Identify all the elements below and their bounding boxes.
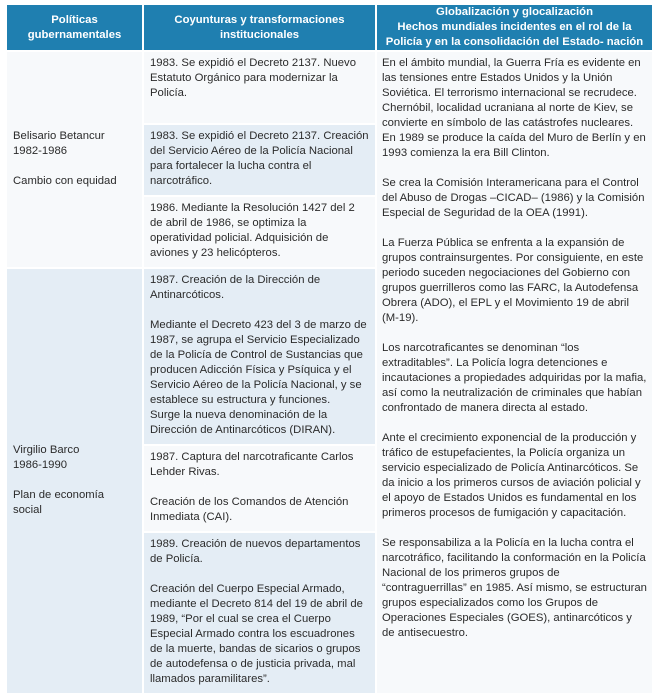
header-globalizacion	[377, 5, 652, 50]
institutional-cell	[144, 533, 375, 693]
global-text: En el ámbito mundial, la Guerra Fría es evidente en las tensiones entre Estados Unidos y la Unión Soviética. El terrorismo internacional se recrudece. Chernóbil, localidad ucraniana al norte de Kiev, se convierte en símbolo de las catástrofes nucleares. En 1989 se produce la caída del Muro de Berlín y en 1993 comienza la era Bill Clinton.	[382, 57, 646, 159]
government-period: 1986-1990	[13, 458, 68, 471]
header-politicas	[7, 5, 142, 50]
government-plan: Plan de economía social	[13, 488, 105, 516]
institutional-cell	[144, 52, 375, 123]
government-period: 1982-1986	[13, 144, 68, 157]
global-events-cell	[377, 52, 652, 693]
government-name: Belisario Betancur	[13, 129, 105, 142]
header-sublabel: Hechos mundiales incidentes en el rol de la Policía y en la consolidación del Estado- nación	[385, 21, 644, 48]
institutional-cell	[144, 125, 375, 195]
government-barco	[7, 269, 142, 693]
institutional-text: Creación de los Comandos de Atención Inmediata (CAI).	[150, 496, 349, 523]
institutional-text: Creación del Cuerpo Especial Armado, mediante el Decreto 814 del 19 de abril de 1989, “Por el cual se crea el Cuerpo Especial Armado contra los escuadrones de la muerte, bandas de sicarios o grupos de autodefensa o de justicia privada, mal llamados paramilitares”.	[150, 583, 363, 685]
institutional-cell	[144, 269, 375, 444]
institutional-text: 1987. Captura del narcotraficante Carlos Lehder Rivas.	[150, 451, 354, 478]
header-label: Globalización y glocalización	[436, 6, 593, 18]
government-name: Virgilio Barco	[13, 443, 80, 456]
global-text: Los narcotraficantes se denominan “los extraditables”. La Policía logra detenciones e incautaciones a propiedades adquiridas por la mafia, así como la neutralización de criminales que habían confrontado de manera directa al estado.	[382, 342, 647, 414]
header-coyunturas	[144, 5, 375, 50]
institutional-text: Mediante el Decreto 423 del 3 de marzo de 1987, se agrupa el Servicio Especializado de la Policía de Control de Sustancias que producen Adicción Física y Psíquica y el Servicio Aéreo de la Policía Nacional, y se establece su estructura y funciones.	[150, 319, 367, 406]
institutional-cell	[144, 446, 375, 531]
institutional-text: 1989. Creación de nuevos departamentos de Policía.	[150, 538, 361, 565]
institutional-text: 1986. Mediante la Resolución 1427 del 2 de abril de 1986, se optimiza la operatividad policial. Adquisición de aviones y 23 helicópteros.	[150, 202, 355, 259]
header-label: Coyunturas y transformaciones institucionales	[174, 13, 345, 41]
institutional-text: 1987. Creación de la Dirección de Antinarcóticos.	[150, 274, 321, 301]
policy-table	[7, 5, 652, 693]
global-text: La Fuerza Pública se enfrenta a la expansión de grupos contrainsurgentes. Por consiguiente, en este periodo suceden negociaciones del Gobierno con grupos guerrilleros como las FARC, la Autodefensa Obrera (ADO), el EPL y el Movimiento 19 de abril (M-19).	[382, 237, 644, 324]
institutional-text: 1983. Se expidió el Decreto 2137. Creación del Servicio Aéreo de la Policía Nacional para fortalecer la lucha contra el narcotráfico.	[150, 130, 369, 187]
institutional-text: 1983. Se expidió el Decreto 2137. Nuevo Estatuto Orgánico para modernizar la Policía.	[150, 57, 356, 99]
global-text: Se crea la Comisión Interamericana para el Control del Abuso de Drogas –CICAD– (1986) y la Comisión Especial de Seguridad de la OEA (1991).	[382, 177, 645, 219]
government-plan: Cambio con equidad	[13, 174, 117, 187]
header-label: Políticas gubernamentales	[27, 13, 122, 41]
government-betancur	[7, 52, 142, 267]
institutional-text: Surge la nueva denominación de la Dirección de Antinarcóticos (DIRAN).	[150, 409, 336, 436]
global-text: Se responsabiliza a la Policía en la lucha contra el narcotráfico, facilitando la conformación en la Policía Nacional de los primeros grupos de “contraguerrillas” en 1985. Así mismo, se estructuran grupos especializados como los Grupos de Operaciones Especiales (GOES), antinarcóticos y de antisecuestro.	[382, 537, 647, 639]
global-text: Ante el crecimiento exponencial de la producción y tráfico de estupefacientes, la Policía organiza un servicio especializado de Policía Antinarcóticos. Se da inicio a los primeros cursos de aviación policial y el apoyo de Estados Unidos es fundamental en los primeros procesos de fumigación y capacitación.	[382, 432, 641, 519]
institutional-cell	[144, 197, 375, 267]
